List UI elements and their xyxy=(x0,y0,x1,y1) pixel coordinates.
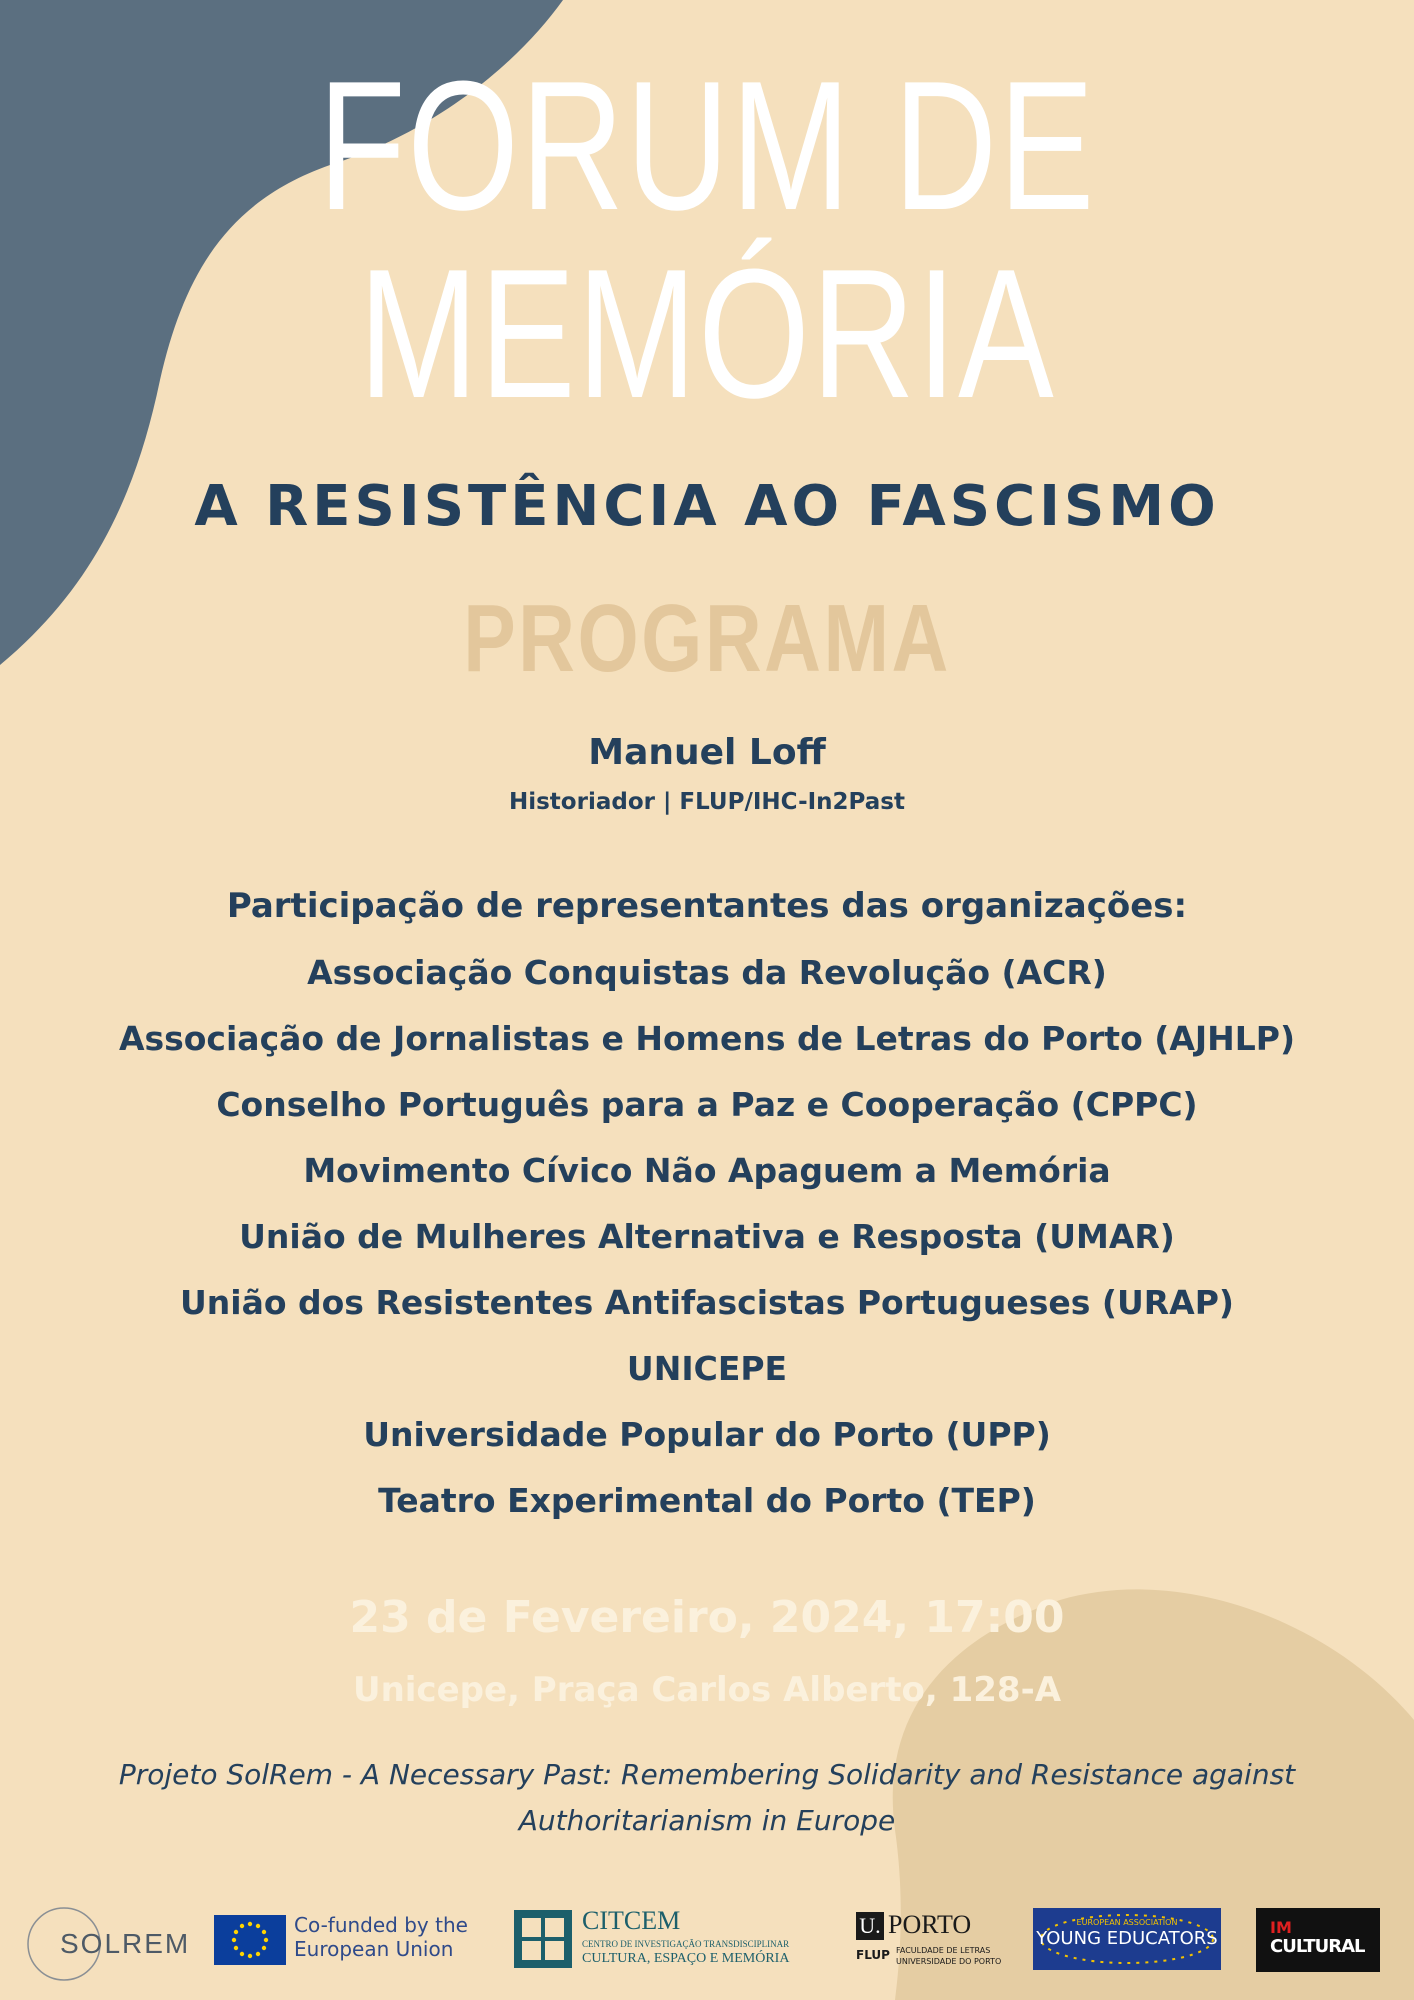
organization-item: Universidade Popular do Porto (UPP) xyxy=(363,1415,1051,1454)
organization-item: UNICEPE xyxy=(626,1349,788,1388)
event-venue: Unicepe, Praça Carlos Alberto, 128-A xyxy=(352,1670,1062,1710)
section-label: PROGRAMA xyxy=(463,585,951,692)
imcultural-name: CULTURAL xyxy=(1270,1936,1365,1957)
speaker-name: Manuel Loff xyxy=(588,732,826,773)
flup-line1: FACULDADE DE LETRAS xyxy=(896,1946,991,1955)
citcem-logo xyxy=(512,1906,832,1972)
solrem-logo xyxy=(24,1904,191,1984)
poster-title-line1: FORUM DE xyxy=(318,42,1096,248)
speaker-role: Historiador | FLUP/IHC-In2Past xyxy=(508,789,905,815)
flup-abbrev: FLUP xyxy=(856,1948,890,1962)
young-educators-logo xyxy=(1033,1908,1221,1970)
participation-intro: Participação de representantes das organizações: xyxy=(226,886,1188,926)
poster-subtitle: A RESISTÊNCIA AO FASCISMO xyxy=(194,474,1220,539)
imcultural-logo xyxy=(1256,1908,1380,1972)
citcem-line1: CENTRO DE INVESTIGAÇÃO TRANSDISCIPLINAR xyxy=(582,1939,790,1949)
organization-item: União de Mulheres Alternativa e Resposta (UMAR) xyxy=(239,1217,1175,1256)
uporto-u-mark: U. xyxy=(856,1912,884,1940)
organization-item: Associação de Jornalistas e Homens de Letras do Porto (AJHLP) xyxy=(118,1019,1296,1058)
solrem-wordmark: SOLREM xyxy=(60,1928,191,1959)
project-line-1: Projeto SolRem - A Necessary Past: Remembering Solidarity and Resistance against xyxy=(118,1758,1296,1791)
eu-text-line1: Co-funded by the xyxy=(294,1913,468,1937)
eu-flag-icon xyxy=(214,1915,286,1965)
eu-text-line2: European Union xyxy=(294,1937,454,1961)
project-line-2: Authoritarianism in Europe xyxy=(518,1804,896,1837)
organization-item: Conselho Português para a Paz e Cooperação (CPPC) xyxy=(216,1085,1198,1124)
flup-line2: UNIVERSIDADE DO PORTO xyxy=(896,1957,1002,1966)
organization-item: Associação Conquistas da Revolução (ACR) xyxy=(307,953,1107,992)
organization-item: União dos Resistentes Antifascistas Portugueses (URAP) xyxy=(179,1283,1234,1322)
poster-title-line2: MEMÓRIA xyxy=(358,230,1056,436)
citcem-name: CITCEM xyxy=(582,1906,681,1935)
citcem-line2: CULTURA, ESPAÇO E MEMÓRIA xyxy=(582,1951,790,1966)
uporto-flup-logo xyxy=(856,1912,1016,1972)
young-educators-name: YOUNG EDUCATORS xyxy=(1036,1928,1218,1949)
imcultural-top: IM xyxy=(1270,1918,1292,1937)
organization-item: Movimento Cívico Não Apaguem a Memória xyxy=(303,1151,1111,1190)
organization-item: Teatro Experimental do Porto (TEP) xyxy=(378,1481,1036,1520)
eu-cofunded-logo xyxy=(214,1913,474,1967)
event-date-time: 23 de Fevereiro, 2024, 17:00 xyxy=(349,1592,1065,1643)
citcem-window-icon xyxy=(512,1908,574,1970)
uporto-name: PORTO xyxy=(888,1910,972,1939)
young-educators-top: EUROPEAN ASSOCIATION xyxy=(1076,1918,1178,1927)
